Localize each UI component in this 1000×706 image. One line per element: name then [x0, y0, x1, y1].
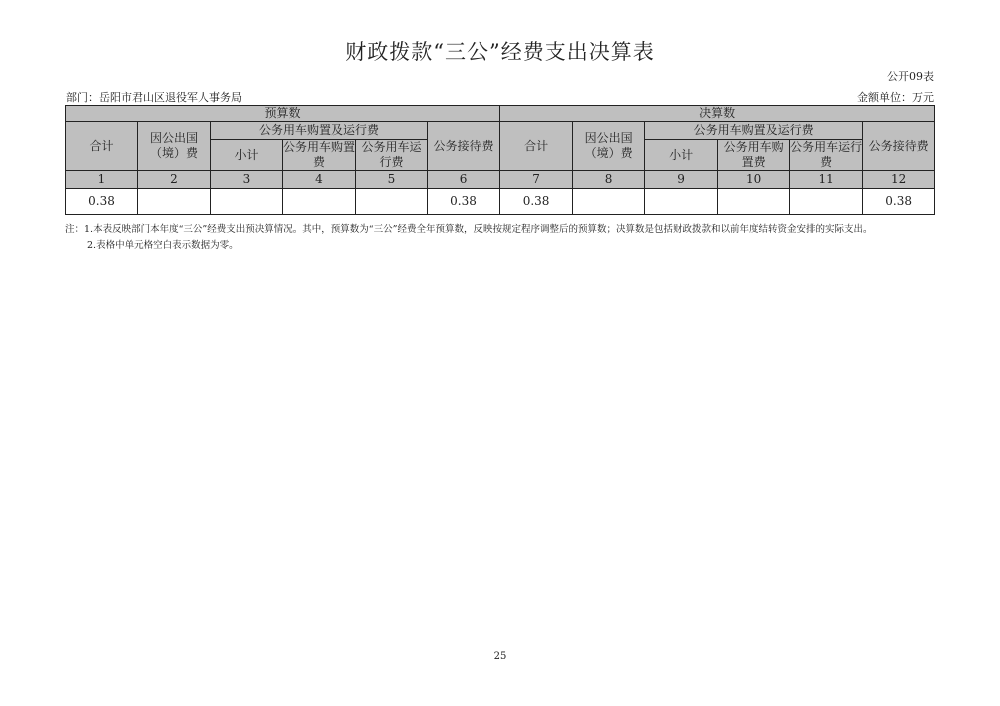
final-group-header: 决算数: [500, 106, 935, 122]
budget-abroad-header: 因公出国（境）费: [138, 122, 211, 171]
final-vehicle-group-header: 公务用车购置及运行费: [645, 122, 863, 140]
budget-subtotal-header: 小计: [211, 140, 283, 171]
header-row-groups: [66, 106, 935, 122]
data-cell: [573, 189, 645, 215]
final-subtotal-header: 小计: [645, 140, 718, 171]
budget-group-header: 预算数: [66, 106, 500, 122]
column-number: 10: [718, 171, 790, 189]
table-row: [66, 189, 935, 215]
final-vehicle-operation-header: 公务用车运行费: [790, 140, 863, 169]
data-cell: [356, 189, 428, 215]
column-number: 6: [428, 171, 500, 189]
column-number: 9: [645, 171, 718, 189]
budget-vehicle-purchase-header: 公务用车购置费: [283, 140, 356, 169]
column-number: 5: [356, 171, 428, 189]
column-number: 1: [66, 171, 138, 189]
note-1: 注：1.本表反映部门本年度“三公”经费支出预决算情况。其中，预算数为“三公”经费全年预算数，反映按规定程序调整后的预算数；决算数是包括财政拨款和以前年度结转资金安排的实际支出。: [65, 224, 873, 235]
column-number: 12: [863, 171, 935, 189]
amount-unit-label: 金额单位：万元: [857, 91, 934, 104]
data-cell: 0.38: [428, 189, 500, 215]
column-number: 2: [138, 171, 211, 189]
column-number: 3: [211, 171, 283, 189]
final-vehicle-purchase-header: 公务用车购置费: [718, 140, 790, 171]
column-number: 7: [500, 171, 573, 189]
data-cell: 0.38: [500, 189, 573, 215]
budget-vehicle-group-header: 公务用车购置及运行费: [211, 122, 428, 140]
column-number-row: [66, 171, 935, 189]
data-cell: [718, 189, 790, 215]
data-cell: [211, 189, 283, 215]
data-cell: [138, 189, 211, 215]
final-abroad-header: 因公出国（境）费: [573, 122, 645, 171]
three-public-expenses-table: [65, 105, 935, 215]
final-total-header: 合计: [500, 122, 573, 171]
data-cell: 0.38: [863, 189, 935, 215]
form-number: 公开09表: [887, 70, 934, 83]
data-cell: [283, 189, 356, 215]
page-number: 25: [493, 651, 507, 662]
data-cell: [645, 189, 718, 215]
page-title: 财政拨款“三公”经费支出决算表: [345, 40, 655, 64]
column-number: 8: [573, 171, 645, 189]
note-2: 2.表格中单元格空白表示数据为零。: [87, 240, 239, 251]
budget-reception-header: 公务接待费: [428, 122, 500, 171]
budget-total-header: 合计: [66, 122, 138, 171]
header-row-columns: [66, 122, 935, 140]
data-cell: [790, 189, 863, 215]
final-reception-header: 公务接待费: [863, 122, 935, 171]
budget-vehicle-operation-header: 公务用车运行费: [356, 140, 428, 171]
department-label: 部门：岳阳市君山区退役军人事务局: [66, 91, 242, 104]
column-number: 4: [283, 171, 356, 189]
table-notes: [65, 224, 935, 252]
data-cell: 0.38: [66, 189, 138, 215]
column-number: 11: [790, 171, 863, 189]
